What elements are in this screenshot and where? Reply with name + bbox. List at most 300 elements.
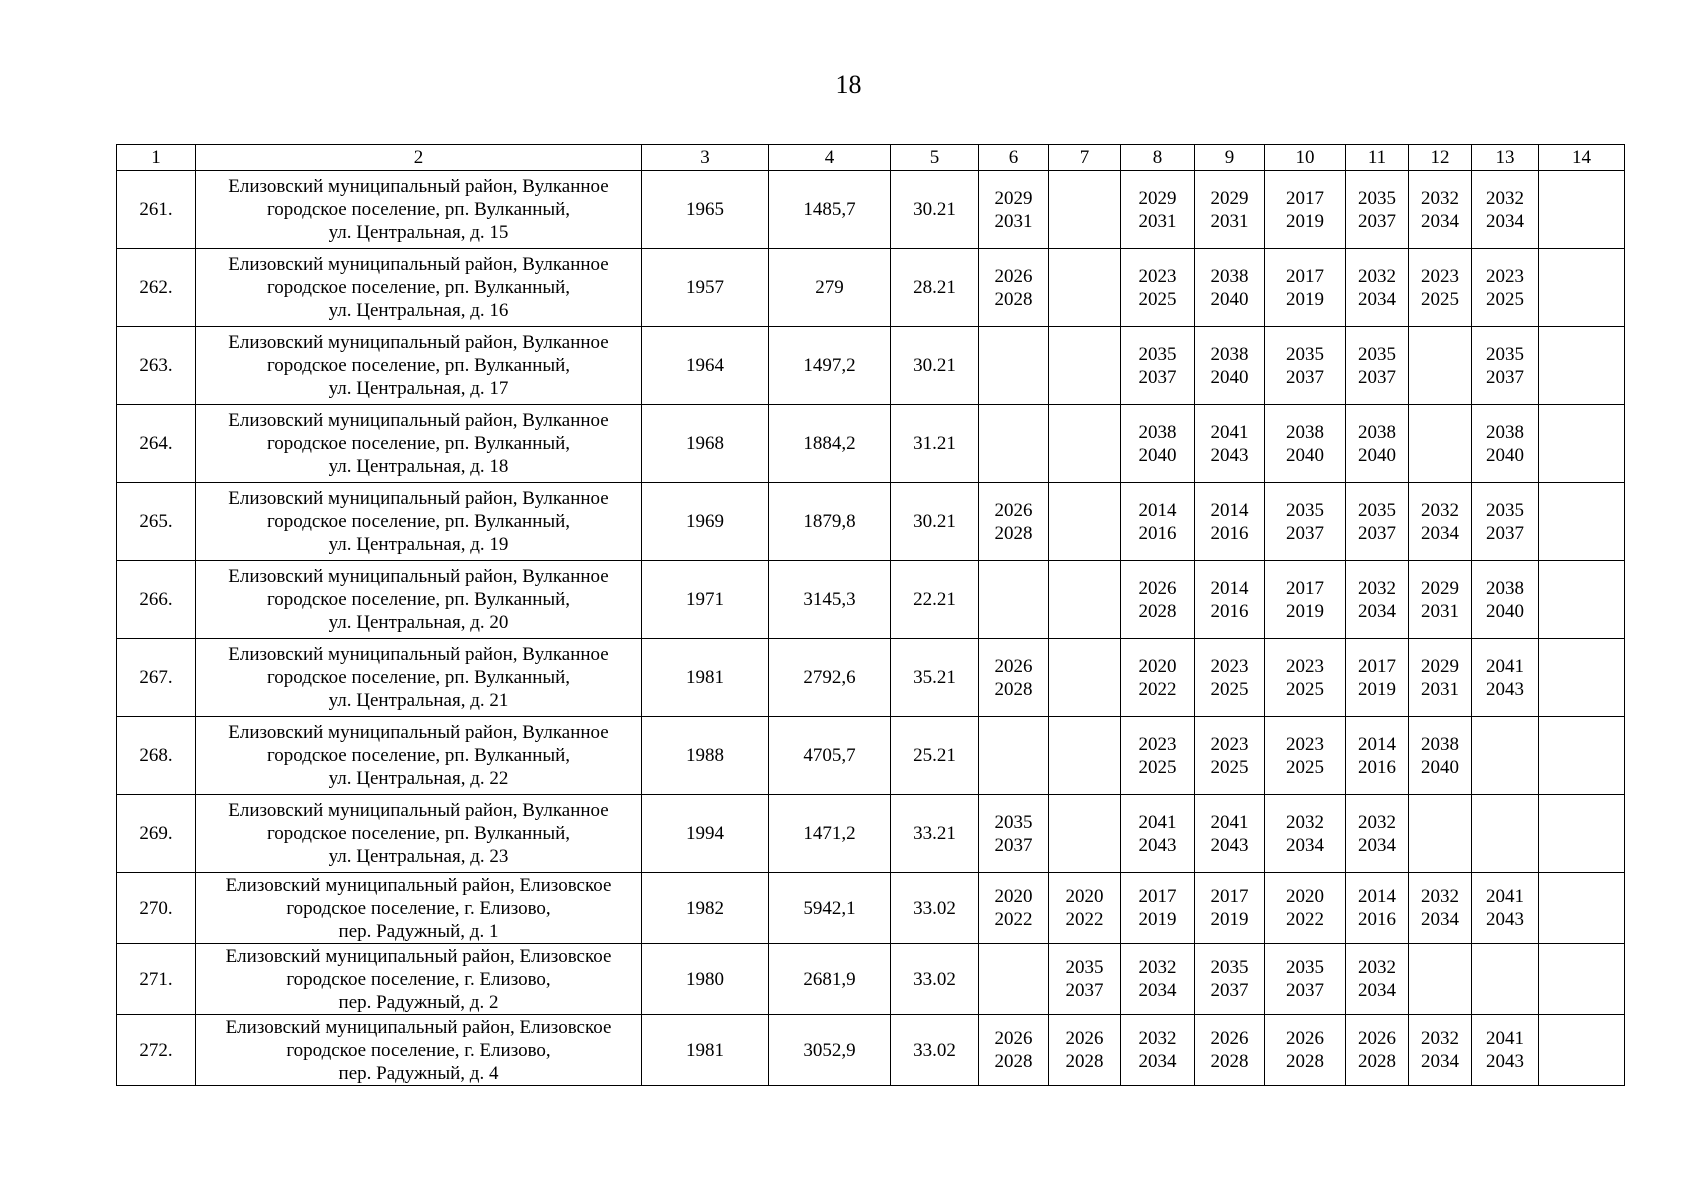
year-value: 2035 bbox=[1138, 343, 1177, 365]
year-value: 2026 bbox=[1210, 1028, 1249, 1049]
year-value: 2038 bbox=[1210, 343, 1249, 365]
table-row bbox=[117, 171, 1625, 249]
year-value: 2035 bbox=[1286, 343, 1324, 365]
year-value: 2028 bbox=[994, 522, 1033, 544]
year-value: 2028 bbox=[994, 288, 1033, 310]
code-cell: 33.02 bbox=[891, 944, 979, 1015]
year-value: 2035 bbox=[1286, 499, 1324, 521]
table-row bbox=[117, 873, 1625, 944]
column-14-cell bbox=[1539, 795, 1625, 873]
year-value: 2043 bbox=[1486, 1051, 1524, 1072]
year-value: 2035 bbox=[1486, 343, 1524, 365]
total-area: 3145,3 bbox=[769, 561, 891, 639]
year-value: 2037 bbox=[1065, 980, 1104, 1001]
address-line: ул. Центральная, д. 21 bbox=[328, 690, 509, 711]
year-value: 2028 bbox=[994, 678, 1033, 700]
column-header-13: 13 bbox=[1472, 145, 1539, 171]
build-year: 1988 bbox=[642, 717, 769, 795]
year-value: 2035 bbox=[1486, 499, 1524, 521]
address-cell bbox=[196, 405, 642, 483]
total-area: 279 bbox=[769, 249, 891, 327]
address-cell bbox=[196, 327, 642, 405]
year-value: 2040 bbox=[1358, 444, 1396, 466]
year-range-13 bbox=[1472, 795, 1539, 873]
year-value: 2037 bbox=[1210, 980, 1249, 1001]
column-14-cell bbox=[1539, 561, 1625, 639]
year-value: 2041 bbox=[1210, 421, 1249, 443]
address-line: Елизовский муниципальный район, Елизовское bbox=[225, 945, 612, 967]
year-value: 2017 bbox=[1286, 265, 1324, 287]
column-header-1: 1 bbox=[117, 145, 196, 171]
year-range-9 bbox=[1195, 405, 1265, 483]
year-range-8 bbox=[1121, 483, 1195, 561]
year-range-7 bbox=[1049, 795, 1121, 873]
year-value: 2034 bbox=[1138, 980, 1177, 1001]
year-value: 2034 bbox=[1421, 909, 1459, 930]
year-range-9 bbox=[1195, 561, 1265, 639]
address-line: городское поселение, рп. Вулканный, bbox=[266, 589, 571, 610]
year-range-10 bbox=[1265, 561, 1346, 639]
year-value: 2022 bbox=[1286, 909, 1324, 930]
row-number: 266. bbox=[117, 561, 196, 639]
year-value: 2034 bbox=[1421, 1051, 1459, 1072]
year-value: 2037 bbox=[1286, 980, 1324, 1001]
code-cell: 28.21 bbox=[891, 249, 979, 327]
column-14-cell bbox=[1539, 717, 1625, 795]
year-range-8 bbox=[1121, 795, 1195, 873]
total-area: 1471,2 bbox=[769, 795, 891, 873]
year-value: 2034 bbox=[1486, 210, 1524, 232]
year-range-12 bbox=[1409, 171, 1472, 249]
year-range-9 bbox=[1195, 327, 1265, 405]
year-range-13 bbox=[1472, 561, 1539, 639]
year-value: 2025 bbox=[1138, 288, 1177, 310]
year-value: 2032 bbox=[1138, 1028, 1177, 1049]
year-range-13 bbox=[1472, 483, 1539, 561]
column-14-cell bbox=[1539, 483, 1625, 561]
address-cell bbox=[196, 1015, 642, 1086]
year-value: 2017 bbox=[1286, 187, 1324, 209]
address-cell bbox=[196, 873, 642, 944]
year-range-11 bbox=[1346, 405, 1409, 483]
table-body bbox=[117, 171, 1625, 1086]
year-value: 2025 bbox=[1138, 756, 1177, 778]
year-value: 2026 bbox=[1138, 577, 1177, 599]
build-year: 1982 bbox=[642, 873, 769, 944]
column-header-8: 8 bbox=[1121, 145, 1195, 171]
build-year: 1971 bbox=[642, 561, 769, 639]
year-value: 2038 bbox=[1286, 421, 1324, 443]
year-range-11 bbox=[1346, 795, 1409, 873]
address-line: ул. Центральная, д. 18 bbox=[328, 456, 509, 477]
year-value: 2026 bbox=[994, 655, 1033, 677]
year-range-12 bbox=[1409, 717, 1472, 795]
year-range-11 bbox=[1346, 171, 1409, 249]
year-range-13 bbox=[1472, 873, 1539, 944]
year-value: 2026 bbox=[994, 1028, 1033, 1049]
year-range-13 bbox=[1472, 639, 1539, 717]
year-value: 2029 bbox=[1421, 577, 1459, 599]
year-value: 2038 bbox=[1421, 733, 1459, 755]
column-header-4: 4 bbox=[769, 145, 891, 171]
year-range-6 bbox=[979, 405, 1049, 483]
row-number: 268. bbox=[117, 717, 196, 795]
year-value: 2023 bbox=[1138, 265, 1177, 287]
code-cell: 22.21 bbox=[891, 561, 979, 639]
year-value: 2028 bbox=[1286, 1051, 1324, 1072]
address-line: Елизовский муниципальный район, Вулканное bbox=[228, 332, 609, 353]
build-year: 1968 bbox=[642, 405, 769, 483]
table-row bbox=[117, 249, 1625, 327]
year-range-6 bbox=[979, 944, 1049, 1015]
year-range-10 bbox=[1265, 795, 1346, 873]
year-value: 2037 bbox=[1486, 522, 1524, 544]
year-value: 2032 bbox=[1358, 811, 1396, 833]
year-value: 2031 bbox=[1421, 678, 1459, 700]
year-value: 2020 bbox=[994, 886, 1033, 907]
row-number: 264. bbox=[117, 405, 196, 483]
year-value: 2034 bbox=[1358, 288, 1396, 310]
year-value: 2019 bbox=[1286, 210, 1324, 232]
address-cell bbox=[196, 249, 642, 327]
address-line: городское поселение, г. Елизово, bbox=[286, 897, 551, 919]
build-year: 1981 bbox=[642, 1015, 769, 1086]
code-cell: 30.21 bbox=[891, 327, 979, 405]
address-line: Елизовский муниципальный район, Елизовское bbox=[225, 874, 612, 896]
year-value: 2019 bbox=[1138, 909, 1177, 930]
year-value: 2014 bbox=[1358, 886, 1396, 907]
year-range-13 bbox=[1472, 171, 1539, 249]
column-14-cell bbox=[1539, 327, 1625, 405]
year-range-7 bbox=[1049, 405, 1121, 483]
year-range-11 bbox=[1346, 639, 1409, 717]
year-range-10 bbox=[1265, 639, 1346, 717]
row-number: 267. bbox=[117, 639, 196, 717]
column-header-14: 14 bbox=[1539, 145, 1625, 171]
year-value: 2023 bbox=[1486, 265, 1524, 287]
row-number: 261. bbox=[117, 171, 196, 249]
year-value: 2043 bbox=[1138, 834, 1177, 856]
year-value: 2026 bbox=[1286, 1028, 1324, 1049]
year-value: 2034 bbox=[1358, 834, 1396, 856]
year-range-7 bbox=[1049, 717, 1121, 795]
year-value: 2019 bbox=[1358, 678, 1396, 700]
year-range-12 bbox=[1409, 795, 1472, 873]
year-value: 2023 bbox=[1138, 733, 1177, 755]
year-range-12 bbox=[1409, 405, 1472, 483]
total-area: 2792,6 bbox=[769, 639, 891, 717]
address-line: Елизовский муниципальный район, Елизовское bbox=[225, 1016, 612, 1038]
year-range-12 bbox=[1409, 639, 1472, 717]
year-value: 2029 bbox=[1421, 655, 1459, 677]
build-year: 1994 bbox=[642, 795, 769, 873]
year-value: 2043 bbox=[1210, 834, 1249, 856]
year-value: 2022 bbox=[1138, 678, 1177, 700]
year-value: 2037 bbox=[994, 834, 1033, 856]
year-value: 2017 bbox=[1286, 577, 1324, 599]
address-line: ул. Центральная, д. 22 bbox=[328, 768, 509, 789]
year-value: 2034 bbox=[1358, 600, 1396, 622]
address-line: Елизовский муниципальный район, Вулканное bbox=[228, 488, 609, 509]
year-value: 2019 bbox=[1286, 600, 1324, 622]
year-value: 2032 bbox=[1421, 499, 1459, 521]
year-range-6 bbox=[979, 327, 1049, 405]
year-value: 2025 bbox=[1486, 288, 1524, 310]
column-header-5: 5 bbox=[891, 145, 979, 171]
year-range-10 bbox=[1265, 327, 1346, 405]
address-line: ул. Центральная, д. 20 bbox=[328, 612, 509, 633]
column-14-cell bbox=[1539, 639, 1625, 717]
year-range-6 bbox=[979, 561, 1049, 639]
year-range-12 bbox=[1409, 483, 1472, 561]
year-value: 2032 bbox=[1358, 577, 1396, 599]
year-range-8 bbox=[1121, 873, 1195, 944]
year-value: 2032 bbox=[1286, 811, 1324, 833]
year-value: 2037 bbox=[1286, 522, 1324, 544]
address-line: городское поселение, рп. Вулканный, bbox=[266, 199, 571, 220]
year-value: 2025 bbox=[1210, 678, 1249, 700]
year-range-10 bbox=[1265, 171, 1346, 249]
year-value: 2037 bbox=[1358, 366, 1396, 388]
row-number: 270. bbox=[117, 873, 196, 944]
year-range-13 bbox=[1472, 944, 1539, 1015]
year-value: 2041 bbox=[1486, 886, 1524, 907]
column-header-12: 12 bbox=[1409, 145, 1472, 171]
year-value: 2019 bbox=[1210, 909, 1249, 930]
year-value: 2040 bbox=[1286, 444, 1324, 466]
year-range-8 bbox=[1121, 1015, 1195, 1086]
year-value: 2029 bbox=[1210, 187, 1249, 209]
year-value: 2017 bbox=[1210, 886, 1249, 907]
table-row bbox=[117, 795, 1625, 873]
table-row bbox=[117, 639, 1625, 717]
address-line: ул. Центральная, д. 16 bbox=[328, 300, 509, 321]
year-range-8 bbox=[1121, 561, 1195, 639]
year-range-13 bbox=[1472, 717, 1539, 795]
address-line: ул. Центральная, д. 15 bbox=[328, 222, 509, 243]
address-line: Елизовский муниципальный район, Вулканное bbox=[228, 176, 609, 197]
year-value: 2025 bbox=[1286, 756, 1324, 778]
year-range-11 bbox=[1346, 483, 1409, 561]
address-line: пер. Радужный, д. 2 bbox=[338, 991, 499, 1013]
year-value: 2026 bbox=[1065, 1028, 1104, 1049]
year-value: 2026 bbox=[994, 265, 1033, 287]
year-value: 2031 bbox=[1138, 210, 1177, 232]
year-range-7 bbox=[1049, 483, 1121, 561]
year-range-10 bbox=[1265, 944, 1346, 1015]
year-range-10 bbox=[1265, 405, 1346, 483]
table-row bbox=[117, 1015, 1625, 1086]
year-value: 2043 bbox=[1486, 909, 1524, 930]
total-area: 1884,2 bbox=[769, 405, 891, 483]
year-range-8 bbox=[1121, 944, 1195, 1015]
year-range-7 bbox=[1049, 639, 1121, 717]
year-value: 2038 bbox=[1486, 421, 1524, 443]
address-line: городское поселение, рп. Вулканный, bbox=[266, 355, 571, 376]
year-range-7 bbox=[1049, 1015, 1121, 1086]
year-value: 2035 bbox=[1358, 343, 1396, 365]
year-value: 2043 bbox=[1210, 444, 1249, 466]
table-row bbox=[117, 561, 1625, 639]
year-value: 2020 bbox=[1286, 886, 1324, 907]
year-value: 2035 bbox=[1065, 957, 1104, 978]
row-number: 262. bbox=[117, 249, 196, 327]
year-range-9 bbox=[1195, 249, 1265, 327]
code-cell: 33.02 bbox=[891, 873, 979, 944]
row-number: 265. bbox=[117, 483, 196, 561]
address-line: Елизовский муниципальный район, Вулканное bbox=[228, 410, 609, 431]
year-range-9 bbox=[1195, 483, 1265, 561]
page-number: 18 bbox=[835, 70, 862, 99]
address-line: пер. Радужный, д. 4 bbox=[338, 1062, 499, 1084]
year-range-11 bbox=[1346, 561, 1409, 639]
address-line: пер. Радужный, д. 1 bbox=[338, 920, 499, 942]
year-range-7 bbox=[1049, 944, 1121, 1015]
year-value: 2040 bbox=[1138, 444, 1177, 466]
year-range-6 bbox=[979, 483, 1049, 561]
year-value: 2028 bbox=[1358, 1051, 1396, 1072]
table-row bbox=[117, 944, 1625, 1015]
column-14-cell bbox=[1539, 873, 1625, 944]
year-value: 2025 bbox=[1286, 678, 1324, 700]
code-cell: 31.21 bbox=[891, 405, 979, 483]
code-cell: 30.21 bbox=[891, 171, 979, 249]
year-value: 2041 bbox=[1138, 811, 1177, 833]
build-year: 1964 bbox=[642, 327, 769, 405]
total-area: 5942,1 bbox=[769, 873, 891, 944]
year-range-8 bbox=[1121, 405, 1195, 483]
year-range-9 bbox=[1195, 171, 1265, 249]
year-value: 2016 bbox=[1138, 522, 1177, 544]
year-range-12 bbox=[1409, 249, 1472, 327]
year-value: 2028 bbox=[1210, 1051, 1249, 1072]
year-value: 2037 bbox=[1138, 366, 1177, 388]
year-value: 2017 bbox=[1138, 886, 1177, 907]
year-value: 2026 bbox=[1358, 1028, 1396, 1049]
year-range-12 bbox=[1409, 1015, 1472, 1086]
column-header-6: 6 bbox=[979, 145, 1049, 171]
year-range-9 bbox=[1195, 639, 1265, 717]
year-value: 2032 bbox=[1421, 886, 1459, 907]
year-value: 2022 bbox=[994, 909, 1033, 930]
address-line: ул. Центральная, д. 23 bbox=[328, 846, 509, 867]
address-line: городское поселение, рп. Вулканный, bbox=[266, 433, 571, 454]
code-cell: 33.21 bbox=[891, 795, 979, 873]
year-value: 2026 bbox=[994, 499, 1033, 521]
year-value: 2040 bbox=[1210, 288, 1249, 310]
column-14-cell bbox=[1539, 1015, 1625, 1086]
row-number: 271. bbox=[117, 944, 196, 1015]
year-value: 2019 bbox=[1286, 288, 1324, 310]
year-range-6 bbox=[979, 717, 1049, 795]
year-range-6 bbox=[979, 249, 1049, 327]
year-value: 2037 bbox=[1286, 366, 1324, 388]
address-line: Елизовский муниципальный район, Вулканное bbox=[228, 800, 609, 821]
total-area: 1485,7 bbox=[769, 171, 891, 249]
year-value: 2043 bbox=[1486, 678, 1524, 700]
year-value: 2032 bbox=[1421, 187, 1459, 209]
year-value: 2041 bbox=[1486, 1028, 1524, 1049]
year-value: 2034 bbox=[1138, 1051, 1177, 1072]
year-range-8 bbox=[1121, 639, 1195, 717]
year-range-9 bbox=[1195, 873, 1265, 944]
table-row bbox=[117, 483, 1625, 561]
year-range-12 bbox=[1409, 873, 1472, 944]
address-line: Елизовский муниципальный район, Вулканное bbox=[228, 254, 609, 275]
year-range-11 bbox=[1346, 327, 1409, 405]
address-line: ул. Центральная, д. 17 bbox=[328, 378, 509, 399]
year-value: 2016 bbox=[1210, 522, 1249, 544]
year-value: 2023 bbox=[1421, 265, 1459, 287]
code-cell: 30.21 bbox=[891, 483, 979, 561]
year-range-9 bbox=[1195, 795, 1265, 873]
year-range-6 bbox=[979, 795, 1049, 873]
total-area: 1497,2 bbox=[769, 327, 891, 405]
address-line: городское поселение, г. Елизово, bbox=[286, 1039, 551, 1061]
table-row bbox=[117, 327, 1625, 405]
year-range-8 bbox=[1121, 327, 1195, 405]
year-range-6 bbox=[979, 1015, 1049, 1086]
year-value: 2038 bbox=[1210, 265, 1249, 287]
build-year: 1965 bbox=[642, 171, 769, 249]
address-cell bbox=[196, 795, 642, 873]
year-range-12 bbox=[1409, 561, 1472, 639]
year-value: 2017 bbox=[1358, 655, 1396, 677]
year-value: 2041 bbox=[1210, 811, 1249, 833]
year-value: 2029 bbox=[994, 187, 1033, 209]
year-range-6 bbox=[979, 873, 1049, 944]
year-value: 2040 bbox=[1421, 756, 1459, 778]
year-range-9 bbox=[1195, 944, 1265, 1015]
year-value: 2035 bbox=[1358, 187, 1396, 209]
address-cell bbox=[196, 944, 642, 1015]
total-area: 1879,8 bbox=[769, 483, 891, 561]
address-line: Елизовский муниципальный район, Вулканное bbox=[228, 566, 609, 587]
total-area: 2681,9 bbox=[769, 944, 891, 1015]
address-line: Елизовский муниципальный район, Вулканное bbox=[228, 722, 609, 743]
year-range-8 bbox=[1121, 249, 1195, 327]
year-range-10 bbox=[1265, 483, 1346, 561]
year-value: 2034 bbox=[1358, 980, 1396, 1001]
year-value: 2032 bbox=[1358, 265, 1396, 287]
year-value: 2023 bbox=[1286, 655, 1324, 677]
build-year: 1957 bbox=[642, 249, 769, 327]
year-range-7 bbox=[1049, 327, 1121, 405]
year-range-10 bbox=[1265, 873, 1346, 944]
year-value: 2032 bbox=[1486, 187, 1524, 209]
year-range-10 bbox=[1265, 1015, 1346, 1086]
address-cell bbox=[196, 483, 642, 561]
year-range-13 bbox=[1472, 249, 1539, 327]
year-range-11 bbox=[1346, 249, 1409, 327]
year-value: 2028 bbox=[994, 1051, 1033, 1072]
address-line: городское поселение, рп. Вулканный, bbox=[266, 823, 571, 844]
year-value: 2035 bbox=[1358, 499, 1396, 521]
year-value: 2022 bbox=[1065, 909, 1104, 930]
year-value: 2041 bbox=[1486, 655, 1524, 677]
code-cell: 35.21 bbox=[891, 639, 979, 717]
year-value: 2040 bbox=[1210, 366, 1249, 388]
column-14-cell bbox=[1539, 405, 1625, 483]
year-value: 2034 bbox=[1421, 210, 1459, 232]
address-cell bbox=[196, 639, 642, 717]
column-14-cell bbox=[1539, 249, 1625, 327]
year-value: 2032 bbox=[1138, 957, 1177, 978]
header-row bbox=[117, 145, 1625, 171]
year-value: 2035 bbox=[1210, 957, 1249, 978]
year-range-11 bbox=[1346, 873, 1409, 944]
column-14-cell bbox=[1539, 944, 1625, 1015]
